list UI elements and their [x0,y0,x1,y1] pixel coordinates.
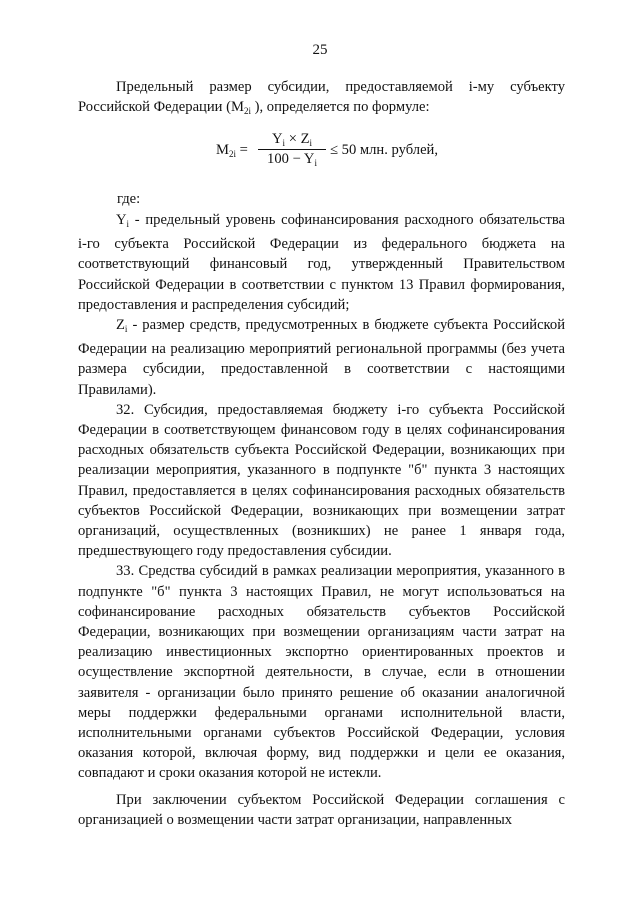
definition-z-text: - размер средств, предусмотренных в бюджете субъекта Российской Федерации на реализацию мероприятий региональной программы (без учета размера субсидии, предоставленной в соответствии с настоящими Правилами). [78,317,565,398]
paragraph-33: 33. Средства субсидий в рамках реализации мероприятия, указанного в подпункте "б" пункта 3 настоящих Правил, не могут использоваться на софинансирование расходных обязательств субъектов Российской Федерации, возникающих при возмещении организациям части затрат на реализацию инвестиционных экспортно ориентированных проектов и осуществление экспортной деятельности, в случае, если в отношении заявителя - организации было принято решение об оказании аналогичной меры поддержки федеральными органами исполнительной власти, исполнительными органами субъектов Российской Федерации, условия оказания которой, включая форму, вид поддержки и цели ее оказания, совпадают и сроки оказания которой не истекли. [78,563,565,782]
where-label: где: [117,191,141,207]
fraction-bar [258,149,326,150]
paragraph-agreement: При заключении субъектом Российской Федерации соглашения с организацией о возмещении части затрат организации, направленных [78,791,565,828]
definition-y: $Y_i$ - предельный уровень софинансирования расходного обязательства i-го субъекта Российской Федерации из федерального бюджета на соответствующий финансовый год, утвержденный Правительством Российской Федерации в соответствии с пунктом 13 Правил формирования, предоставления и распределения субсидий; [78,212,565,313]
definition-z: $Z_i$ - размер средств, предусмотренных в бюджете субъекта Российской Федерации на реализацию мероприятий региональной программы (без учета размера субсидии, предоставленной в соответствии с настоящими Правилами). [78,317,565,398]
intro-paragraph [78,77,565,121]
intro-line2-b: ), определяется по формуле: [251,99,430,116]
formula-rhs: ≤ 50 млн. рублей, [330,142,439,158]
body-text [78,210,565,830]
formula-denominator: $100 - Y_i$ [267,151,317,168]
formula-lhs: $M_{2i}$ = [216,142,248,159]
formula-fraction [258,131,326,168]
page-number: 25 [312,42,328,58]
intro-symbol: M [231,99,244,116]
intro-line2-a: Российской Федерации ( [78,99,231,116]
definition-y-text: - предельный уровень софинансирования расходного обязательства i-го субъекта Российской Федерации из федерального бюджета на соответствующий финансовый год, утвержденный Правительством Российской Федерации в соответствии с пунктом 13 Правил формирования, предоставления и распределения субсидий; [78,212,565,313]
intro-line1: Предельный размер субсидии, предоставляемой i-му субъекту [116,79,565,95]
definition-y-symbol: Y [116,212,127,228]
intro-symbol-subscript: 2i [243,106,251,117]
paragraph-32: 32. Субсидия, предоставляемая бюджету i-го субъекта Российской Федерации в соответствующем финансовом году в целях софинансирования расходных обязательств субъекта Российской Федерации, возникающих при реализации мероприятия, указанного в подпункте "б" пункта 3 настоящих Правил, предоставляется в целях софинансирования расходных обязательств субъектов Российской Федерации, возникающих при возмещении затрат организаций, осуществленных (возникших) не ранее 1 января года, предшествующего году предоставления субсидии. [78,401,565,560]
formula-numerator: $Y_i \times Z_i$ [271,131,313,148]
definition-z-symbol: Z [116,317,125,334]
